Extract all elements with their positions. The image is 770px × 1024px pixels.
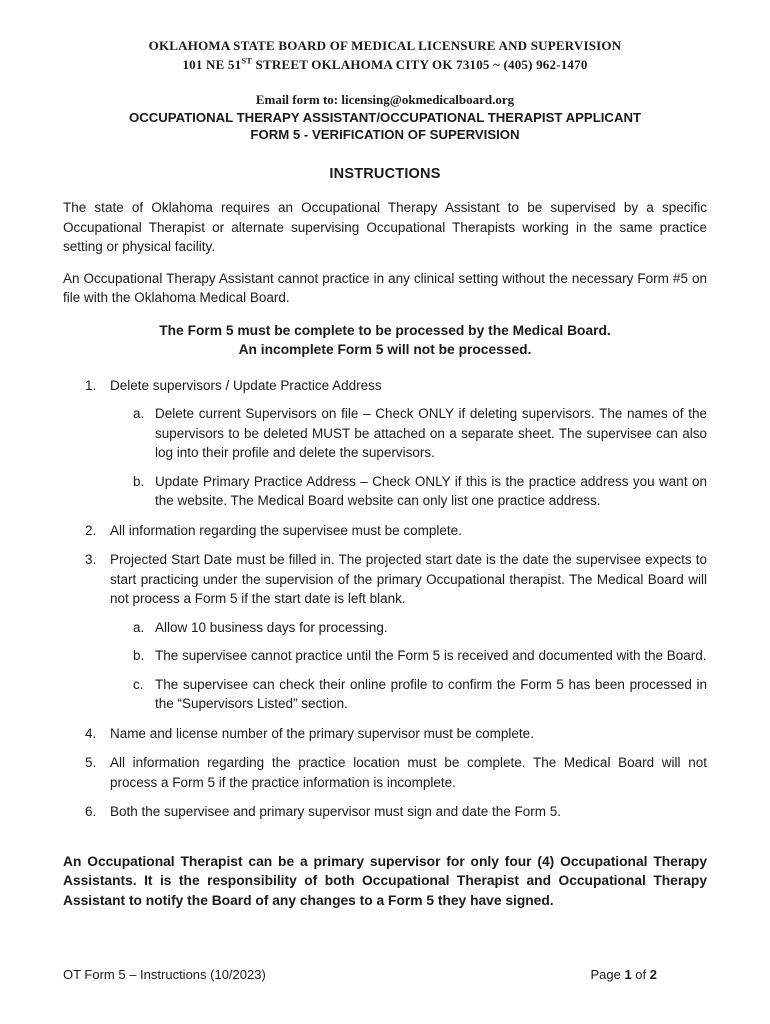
sub-item-text: Update Primary Practice Address – Check ONLY if this is the practice address you want on the website. The Medical Board website can only list one practice address. — [155, 473, 707, 508]
notice-line-1: The Form 5 must be complete to be processed by the Medical Board. — [159, 322, 611, 338]
doc-title-line1: OCCUPATIONAL THERAPY ASSISTANT/OCCUPATIONAL THERAPIST APPLICANT — [128, 110, 642, 125]
address-post: STREET OKLAHOMA CITY OK 73105 ~ (405) 962-1470 — [252, 57, 588, 72]
sub-item — [63, 472, 707, 511]
list-item-text — [63, 802, 707, 822]
intro-paragraph-2: An Occupational Therapy Assistant cannot practice in any clinical setting without the necessary Form #5 on file with the Oklahoma Medical Board. — [63, 270, 707, 305]
item-text: Name and license number of the primary supervisor must be complete. — [110, 725, 534, 741]
item-number: 3. — [85, 552, 97, 567]
item-text: Projected Start Date must be filled in. The projected start date is the date the supervisee expects to start practicing under the supervision of the primary Occupational therapist. The Medical Board will not process a Form 5 if the start date is left blank. — [110, 552, 707, 606]
footer-total-pages: 2 — [649, 967, 657, 982]
list-item-text — [63, 376, 707, 396]
sub-item-letter: b. — [133, 648, 145, 663]
list-item — [63, 550, 707, 714]
instructions-heading: INSTRUCTIONS — [329, 166, 441, 182]
item-text: Both the supervisee and primary supervisor must sign and date the Form 5. — [110, 804, 561, 819]
item-text: All information regarding the supervisee must be complete. — [110, 522, 462, 538]
sub-item-text: The supervisee can check their online profile to confirm the Form 5 has been processed in the “Supervisors Listed” section. — [155, 676, 707, 711]
sub-item-text: The supervisee cannot practice until the Form 5 is received and documented with the Board. — [155, 648, 707, 663]
footer-page-number: 1 — [624, 967, 632, 982]
list-item-text — [63, 521, 707, 541]
address-pre: 101 NE 51 — [182, 57, 242, 72]
list-item-text — [63, 753, 707, 792]
sub-item-letter: b. — [133, 473, 145, 489]
sub-item-letter: a. — [133, 406, 145, 421]
document-header — [63, 36, 707, 143]
notice-line-2: An incomplete Form 5 will not be processed. — [238, 342, 532, 357]
sub-item-letter: a. — [133, 619, 145, 635]
item-number: 1. — [85, 377, 97, 393]
sub-item-letter: c. — [133, 676, 144, 692]
item-number: 4. — [85, 725, 97, 741]
org-name: OKLAHOMA STATE BOARD OF MEDICAL LICENSURE AND SUPERVISION — [148, 38, 622, 53]
address-superscript: ST — [241, 55, 253, 66]
item-number: 5. — [85, 755, 97, 770]
completeness-notice — [63, 321, 707, 360]
item-text: Delete supervisors / Update Practice Address — [110, 377, 382, 393]
org-address — [63, 55, 707, 74]
item-number: 6. — [85, 804, 97, 819]
sub-item — [63, 646, 707, 666]
email-instruction: Email form to: licensing@okmedicalboard.org — [255, 92, 515, 107]
intro-paragraph-1: The state of Oklahoma requires an Occupational Therapy Assistant to be supervised by a specific Occupational Therapist or alternate supervising Occupational Therapists working in the same practice setting or physical facility. — [63, 200, 707, 254]
footer-page-word: Page — [590, 967, 625, 982]
footer-page-indicator — [590, 966, 657, 983]
footer-of-word: of — [631, 967, 650, 982]
list-item-text — [63, 550, 707, 609]
sub-item-text: Allow 10 business days for processing. — [155, 619, 388, 635]
doc-title-line2: FORM 5 - VERIFICATION OF SUPERVISION — [250, 127, 520, 142]
instructions-list — [63, 376, 707, 822]
item-text: All information regarding the practice location must be complete. The Medical Board will not process a Form 5 if the practice information is incomplete. — [110, 755, 707, 790]
sub-item-text: Delete current Supervisors on file – Check ONLY if deleting supervisors. The names of the supervisors to be deleted MUST be attached on a separate sheet. The supervisee can also log into their profile and delete the supervisors. — [155, 406, 707, 460]
sub-item — [63, 404, 707, 463]
list-item — [63, 724, 707, 744]
sub-item — [63, 675, 707, 714]
item-number: 2. — [85, 522, 97, 538]
list-item — [63, 376, 707, 511]
list-item — [63, 753, 707, 792]
list-item-text — [63, 724, 707, 744]
sub-item — [63, 618, 707, 638]
page-footer — [63, 966, 707, 983]
footer-form-label: OT Form 5 – Instructions (10/2023) — [63, 967, 266, 982]
list-item — [63, 802, 707, 822]
closing-paragraph: An Occupational Therapist can be a primary supervisor for only four (4) Occupational Therapy Assistants. It is the responsibility of both Occupational Therapist and Occupational Therapy Assistant to notify the Board of any changes to a Form 5 they have signed. — [63, 853, 707, 908]
list-item — [63, 521, 707, 541]
